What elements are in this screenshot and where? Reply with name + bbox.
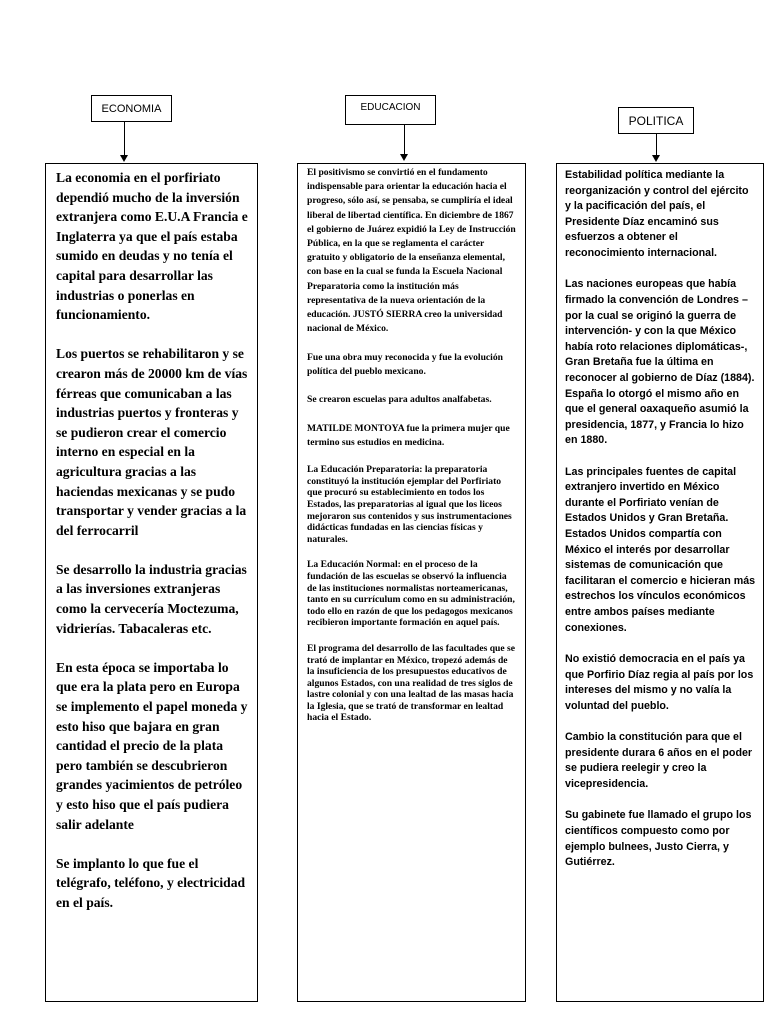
economia-arrow (124, 122, 125, 156)
politica-arrow (656, 134, 657, 156)
economia-arrow-head (120, 155, 128, 162)
politica-paragraph: Cambio la constitución para que el presidente durara 6 años en el poder se pudiera reelegir y creo la vicepresidencia. (565, 731, 753, 790)
economia-paragraph: Los puertos se rehabilitaron y se crearon más de 20000 km de vías férreas que comunicaban a las industrias puertos y fronteras y se pudieron crear el comercio interno en especial en la agricultura gracias a las haciendas mexicanas y se pudo transportar y vender gracias a la del ferrocarril (56, 346, 248, 538)
politica-column (556, 163, 764, 1002)
economia-paragraph: La economia en el porfiriato dependió mucho de la inversión extranjera como E.U.A Francia e Inglaterra ya que el país estaba sumido en deudas y no tenía el capital para desarrollar las industrias o ponerlas en funcionamiento. (56, 170, 248, 323)
economia-paragraph: Se implanto lo que fue el telégrafo, teléfono, y electricidad en el país. (56, 855, 246, 910)
economia-paragraph: Se desarrollo la industria gracias a las inversiones extranjeras como la cervecería Moctezuma, vidrierías. Tabacaleras etc. (56, 561, 247, 636)
educacion-paragraph: La Educación Normal: en el proceso de la fundación de las escuelas se observó la influencia de las instituciones normalistas norteamericanas, tanto en su currículum como en su administración, todo ello en razón de que los pedagogos mexicanos recibieron importante formación en aquel país. (307, 559, 515, 629)
educacion-paragraph: El programa del desarrollo de las facultades que se trató de implantar en México, tropezó además de la insuficiencia de los presupuestos educativos de algunos Estados, con una realidad de tres siglos de lastre colonial y con una lealtad de las masas hacia la Iglesia, que se trató de transformar en lealtad hacia el Estado. (307, 642, 516, 724)
educacion-paragraph: La Educación Preparatoria: la preparatoria constituyó la institución ejemplar del Porfiriato que procuró su establecimiento en todos los Estados, las preparatorias al igual que los liceos mejoraron sus contenidos y sus instrumentaciones didácticas fundadas en las ciencias físicas y naturales. (307, 464, 512, 545)
educacion-paragraph: Se crearon escuelas para adultos analfabetas. (307, 394, 492, 406)
politica-paragraph: Las naciones europeas que había firmado la convención de Londres – por la cual se originó la guerra de intervención- y con la que México había roto relaciones diplomáticas-, Gran Bretaña fue la última en reconocer al gobierno de Díaz (1884). España lo otorgó el mismo año en que el general oaxaqueño asumió la presidencia, 1877, y Francia lo hizo en 1880. (565, 278, 755, 447)
politica-arrow-head (652, 155, 660, 162)
politica-header-label: POLITICA (628, 113, 684, 128)
educacion-arrow (404, 125, 405, 155)
educacion-header (345, 95, 436, 125)
economia-column (45, 163, 258, 1002)
politica-paragraph: Las principales fuentes de capital extranjero invertido en México durante el Porfiriato venían de Estados Unidos y Gran Bretaña. Estados Unidos compartía con México el interés por desarrollar sistemas de comunicación que facilitaran el comercio e hicieran más estrechos los vínculos económicos entre ambos países mediante conexiones. (565, 465, 756, 634)
educacion-arrow-head (400, 154, 408, 161)
politica-header (618, 107, 694, 134)
educacion-paragraph: Fue una obra muy reconocida y fue la evolución política del pueblo mexicano. (307, 351, 503, 377)
politica-paragraph: Su gabinete fue llamado el grupo los científicos compuesto como por ejemplo bulnees, Justo Cierra, y Gutiérrez. (565, 809, 752, 869)
educacion-column (297, 163, 526, 1002)
educacion-paragraph: El positivismo se convirtió en el fundamento indispensable para orientar la educación hacia el progreso, sólo así, se pensaba, se cumpliría el ideal liberal de libertad científica. En diciembre de 1867 el gobierno de Juárez expidió la Ley de Instrucción Pública, en la que se reglamenta el carácter gratuito y obligatorio de la enseñanza elemental, con base en la cual se funda la Escuela Nacional Preparatoria como la institución más representativa de la nueva orientación de la educación. JUSTÓ SIERRA creo la universidad nacional de México. (307, 167, 516, 335)
educacion-header-label: EDUCACION (360, 102, 421, 113)
politica-paragraph: Estabilidad política mediante la reorganización y control del ejército y la pacificación del país, el Presidente Díaz encaminó sus esfuerzos a obtener el reconocimiento internacional. (565, 169, 749, 259)
politica-paragraph: No existió democracia en el país ya que Porfirio Díaz regia al país por los intereses del mismo y no valía la voluntad del pueblo. (565, 653, 754, 712)
economia-paragraph: En esta época se importaba lo que era la plata pero en Europa se implemento el papel moneda y esto hiso que bajara en gran cantidad el precio de la plata pero también se descubrieron grandes yacimientos de petróleo y esto hiso que el país pudiera salir adelante (56, 659, 248, 832)
educacion-paragraph: MATILDE MONTOYA fue la primera mujer que termino sus estudios en medicina. (307, 422, 510, 448)
economia-header (91, 95, 172, 122)
economia-header-label: ECONOMIA (101, 102, 162, 115)
